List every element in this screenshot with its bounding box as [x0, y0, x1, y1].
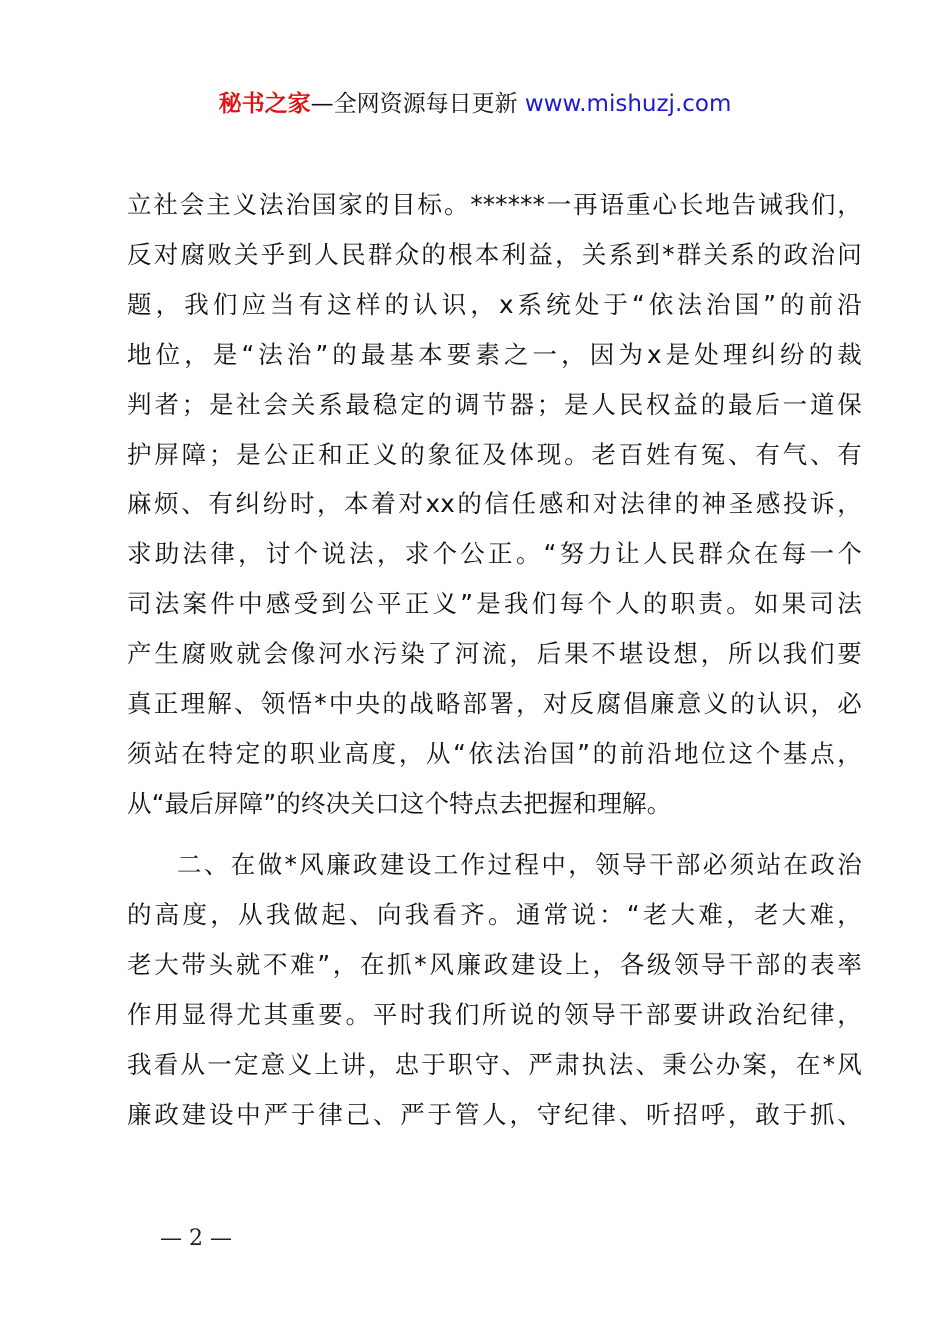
page-number: — 2 — — [160, 1226, 232, 1251]
site-header — [0, 86, 950, 122]
text-line: 从“最后屏障”的终决关口这个特点去把握和理解。 — [127, 788, 672, 818]
text-line: 题，我们应当有这样的认识，x系统处于“依法治国”的前沿 — [127, 289, 862, 319]
text-line: 地位，是“法治”的最基本要素之一，因为x是处理纠纷的裁 — [127, 339, 862, 369]
text-line: 的高度，从我做起、向我看齐。通常说：“老大难，老大难， — [127, 899, 862, 929]
body-paragraph-1 — [127, 180, 862, 829]
site-brand: 秘书之家 — [218, 91, 311, 117]
site-tagline: —全网资源每日更新 — [310, 91, 518, 117]
text-line: 判者；是社会关系最稳定的调节器；是人民权益的最后一道保 — [127, 389, 862, 419]
text-line: 真正理解、领悟*中央的战略部署，对反腐倡廉意义的认识，必 — [127, 689, 862, 719]
text-line: 求助法律，讨个说法，求个公正。“努力让人民群众在每一个 — [127, 539, 862, 569]
text-line: 廉政建设中严于律己、严于管人，守纪律、听招呼，敢于抓、 — [127, 1099, 862, 1129]
text-line: 产生腐败就会像河水污染了河流，后果不堪设想，所以我们要 — [127, 639, 862, 669]
text-line: 麻烦、有纠纷时，本着对xx的信任感和对法律的神圣感投诉， — [127, 489, 862, 519]
body-paragraph-2 — [127, 840, 862, 1139]
text-line: 立社会主义法治国家的目标。******一再语重心长地告诫我们， — [127, 190, 862, 219]
text-line: 须站在特定的职业高度，从“依法治国”的前沿地位这个基点， — [127, 738, 862, 768]
text-line: 作用显得尤其重要。平时我们所说的领导干部要讲政治纪律， — [127, 999, 862, 1029]
text-line: 二、在做*风廉政建设工作过程中，领导干部必须站在政治 — [177, 850, 862, 879]
text-line: 老大带头就不难”，在抓*风廉政建设上，各级领导干部的表率 — [127, 949, 862, 979]
text-line: 我看从一定意义上讲，忠于职守、严肃执法、秉公办案，在*风 — [127, 1049, 862, 1079]
site-url-link[interactable]: www.mishuzj.com — [517, 91, 732, 117]
text-line: 司法案件中感受到公平正义”是我们每个人的职责。如果司法 — [127, 589, 862, 619]
text-line: 护屏障；是公正和正义的象征及体现。老百姓有冤、有气、有 — [127, 439, 862, 469]
text-line: 反对腐败关乎到人民群众的根本利益，关系到*群关系的政治问 — [127, 239, 862, 269]
